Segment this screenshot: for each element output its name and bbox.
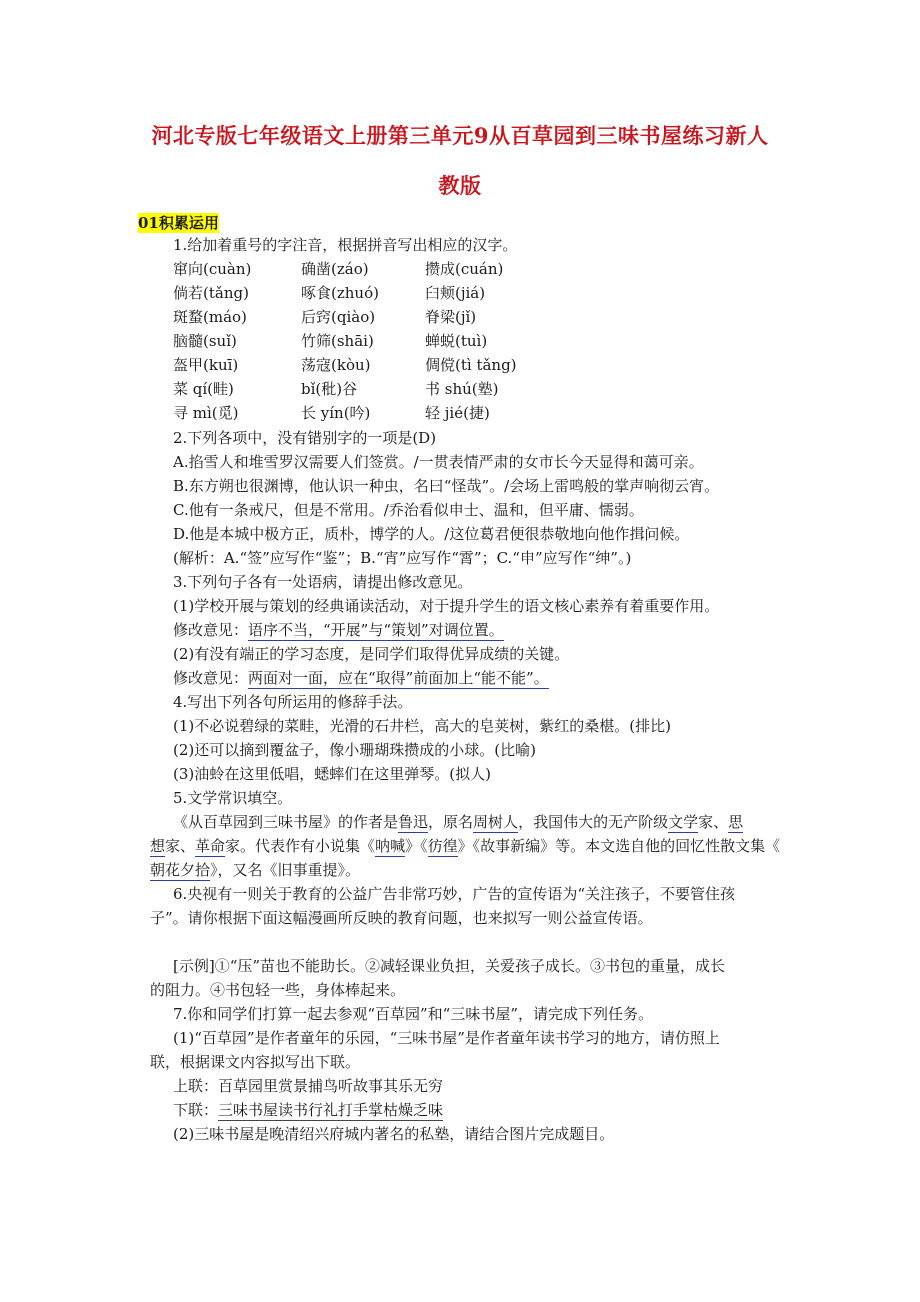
q3-stem: 3.下列句子各有一处语病，请提出修改意见。: [173, 573, 473, 591]
q5-line-3: [150, 859, 360, 881]
q2-stem: 2.下列各项中，没有错别字的一项是(D): [173, 429, 437, 447]
q2-analysis: (解析：A.“签”应写作“鉴”；B.“宵”应写作“霄”；C.“申”应写作“绅”。): [173, 549, 632, 567]
q2-option-b: B.东方朔也很渊博，他认识一种虫，名曰“怪哉”。/会场上雷鸣般的掌声响彻云宵。: [173, 477, 720, 495]
q4-sentence-2: (2)还可以摘到覆盆子，像小珊瑚珠攒成的小球。(比喻): [173, 741, 536, 759]
pinyin-cell: 后窍(qiào): [301, 308, 376, 326]
pinyin-cell: 倜傥(tì tǎng): [425, 356, 517, 374]
q7-stem: 7.你和同学们打算一起去参观“百草园”和“三味书屋”，请完成下列任务。: [173, 1005, 653, 1023]
pinyin-cell: 啄食(zhuó): [301, 284, 379, 302]
couplet-text: 百草园里赏景捕鸟听故事其乐无穷: [218, 1077, 444, 1095]
page-title-line-1: 河北专版七年级语文上册第三单元9从百草园到三味书屋练习新人: [151, 123, 769, 148]
q2-option-d: D.他是本城中极方正，质朴，博学的人。/这位葛君便很恭敬地向他作揖问候。: [173, 525, 690, 543]
q5-answer: 呐喊: [375, 837, 406, 855]
q7-lower-couplet: [173, 1099, 443, 1121]
pinyin-cell: 臼颊(jiá): [425, 284, 486, 302]
q3-sentence-1: (1)学校开展与策划的经典诵读活动，对于提升学生的语文核心素养有着重要作用。: [173, 597, 720, 615]
q7-sub-2: (2)三味书屋是晚清绍兴府城内著名的私塾，请结合图片完成题目。: [173, 1125, 615, 1143]
q5-answer: 思: [728, 813, 744, 831]
q5-text: 》《: [405, 837, 428, 855]
q3-answer-2: [173, 667, 549, 689]
q5-text: ，原名: [428, 813, 474, 831]
q5-text: ，我国伟大的无产阶级: [518, 813, 669, 831]
q2-option-c: C.他有一条戒尺，但是不常用。/乔治看似申士、温和，但平庸、懦弱。: [173, 501, 644, 519]
q6-answer-2: 的阻力。④书包轻一些，身体棒起来。: [150, 981, 406, 999]
q3-sentence-2: (2)有没有端正的学习态度，是同学们取得优异成绩的关键。: [173, 645, 570, 663]
q5-answer: 彷徨: [427, 837, 458, 855]
q4-stem: 4.写出下列各句所运用的修辞手法。: [173, 693, 413, 711]
pinyin-cell: 长 yín(吟): [301, 404, 371, 422]
q5-answer: 想: [150, 837, 166, 855]
q6-stem-1: 6.央视有一则关于教育的公益广告非常巧妙，广告的宣传语为“关注孩子，不要管住孩: [173, 885, 735, 903]
q3-answer-1: [173, 619, 504, 641]
q5-line-2: [150, 835, 780, 857]
section-heading: 01积累运用: [138, 214, 219, 232]
pinyin-cell: 攒成(cuán): [425, 260, 504, 278]
pinyin-cell: 脑髓(suǐ): [173, 332, 237, 350]
q5-text: 》，又名《旧事重提》。: [210, 861, 361, 879]
q6-answer-1: [示例]①“压”苗也不能助长。②减轻课业负担，关爱孩子成长。③书包的重量，成长: [173, 957, 726, 975]
page-title-line-2: 教版: [438, 173, 482, 198]
pinyin-cell: 轻 jié(捷): [425, 404, 490, 422]
q5-text: 家。代表作有小说集《: [225, 837, 376, 855]
q5-line-1: [173, 811, 743, 833]
pinyin-cell: 菜 qí(畦): [173, 380, 234, 398]
q5-answer: 鲁迅: [398, 813, 429, 831]
q5-answer: 朝花夕拾: [150, 861, 211, 879]
q7-sub-1b: 联，根据课文内容拟写出下联。: [150, 1053, 361, 1071]
pinyin-cell: 书 shú(塾): [425, 380, 499, 398]
q5-answer: 革命: [195, 837, 226, 855]
q1-stem: 1.给加着重号的字注音，根据拼音写出相应的汉字。: [173, 236, 518, 254]
q4-sentence-1: (1)不必说碧绿的菜畦，光滑的石井栏，高大的皂荚树，紫红的桑椹。(排比): [173, 717, 671, 735]
pinyin-cell: 斑蝥(máo): [173, 308, 247, 326]
pinyin-cell: 荡寇(kòu): [301, 356, 371, 374]
couplet-label: 上联：: [173, 1077, 219, 1095]
pinyin-cell: 竹筛(shāi): [301, 332, 374, 350]
answer-label: 修改意见：: [173, 621, 249, 639]
couplet-label: 下联：: [173, 1101, 219, 1119]
q6-stem-2: 子”。请你根据下面这幅漫画所反映的教育问题，也来拟写一则公益宣传语。: [150, 909, 653, 927]
q2-option-a: A.掐雪人和堆雪罗汉需要人们签赏。/一贯表情严肃的女市长今天显得和蔼可亲。: [173, 453, 704, 471]
pinyin-cell: bǐ(秕)谷: [301, 380, 358, 398]
couplet-answer: 三味书屋读书行礼打手掌枯燥乏味: [218, 1101, 444, 1119]
answer-text: 语序不当，“开展”与“策划”对调位置。: [248, 621, 504, 639]
q7-upper-couplet: [173, 1075, 443, 1097]
pinyin-cell: 蝉蜕(tuì): [425, 332, 488, 350]
q5-text: 家、: [698, 813, 729, 831]
answer-label: 修改意见：: [173, 669, 249, 687]
pinyin-cell: 寻 mì(觅): [173, 404, 239, 422]
q5-text: 》《故事新编》等。本文选自他的回忆性散文集《: [457, 837, 781, 855]
q5-stem: 5.文学常识填空。: [173, 789, 293, 807]
q4-sentence-3: (3)油蛉在这里低唱，蟋蟀们在这里弹琴。(拟人): [173, 765, 491, 783]
pinyin-cell: 盔甲(kuī): [173, 356, 239, 374]
answer-text: 两面对一面，应在“取得”前面加上“能不能”。: [248, 669, 549, 687]
pinyin-cell: 确凿(záo): [301, 260, 369, 278]
q5-answer: 文学: [668, 813, 699, 831]
pinyin-cell: 窜向(cuàn): [173, 260, 252, 278]
q5-text: 家、: [165, 837, 196, 855]
pinyin-cell: 脊梁(jǐ): [425, 308, 477, 326]
q5-answer: 周树人: [473, 813, 519, 831]
q7-sub-1a: (1)“百草园”是作者童年的乐园，“三味书屋”是作者童年读书学习的地方，请仿照上: [173, 1029, 720, 1047]
q5-text: 《从百草园到三味书屋》的作者是: [173, 813, 399, 831]
pinyin-cell: 倘若(tǎng): [173, 284, 249, 302]
